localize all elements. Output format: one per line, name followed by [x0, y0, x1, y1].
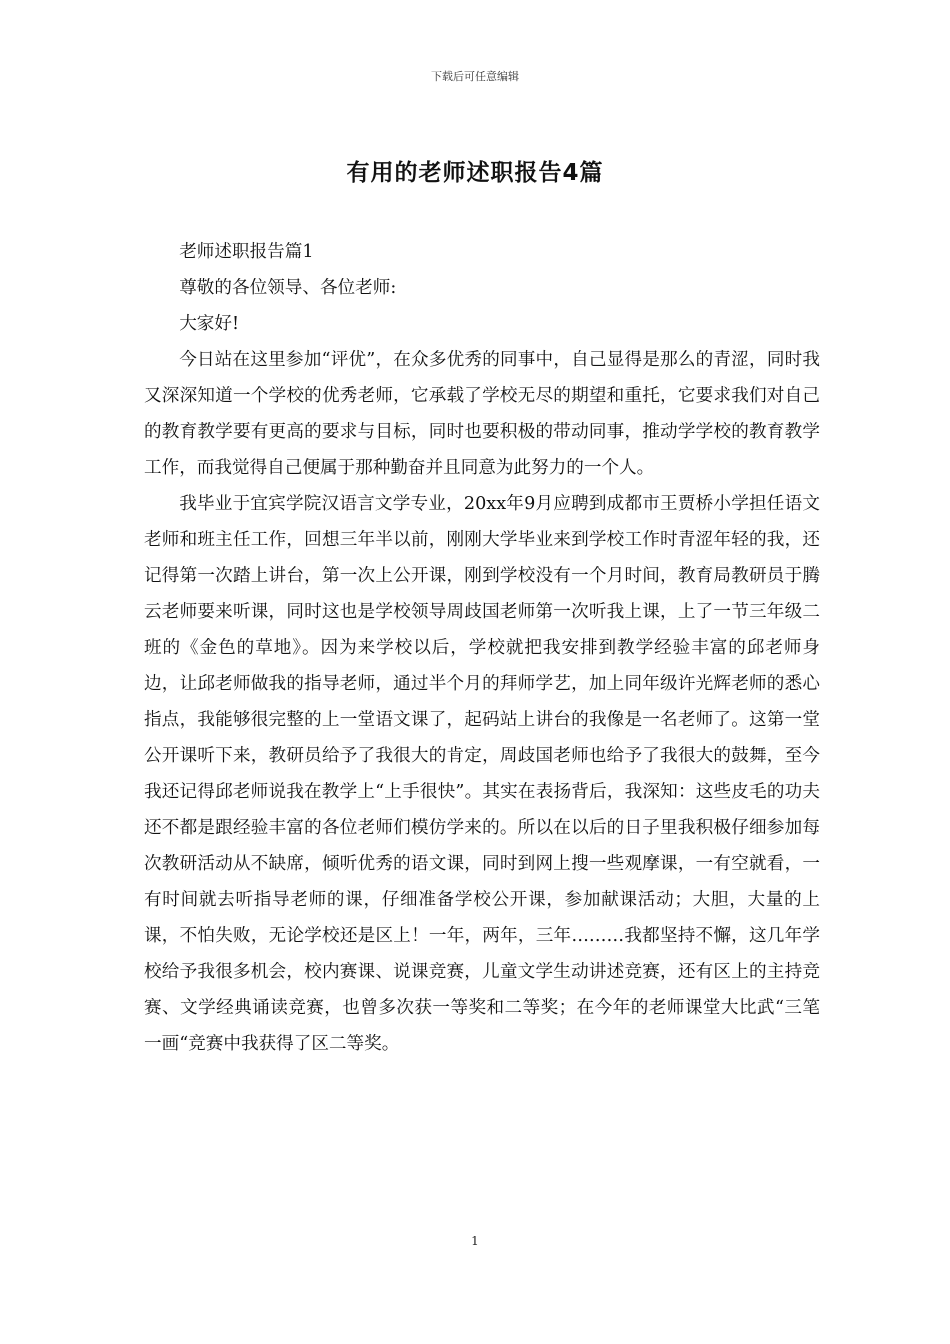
document-body — [144, 234, 820, 1062]
body-paragraph: 今日站在这里参加“评优”，在众多优秀的同事中，自己显得是那么的青涩，同时我又深深知道一个学校的优秀老师，它承载了学校无尽的期望和重托，它要求我们对自己的教育教学要有更高的要求与目标，同时也要积极的带动同事，推动学学校的教育教学工作，而我觉得自己便属于那种勤奋并且同意为此努力的一个人。 — [144, 350, 820, 478]
section-heading: 老师述职报告篇1 — [179, 242, 314, 262]
header-note: 下载后可任意编辑 — [431, 70, 519, 83]
body-paragraph: 我毕业于宜宾学院汉语言文学专业，20xx年9月应聘到成都市王贾桥小学担任语文老师和班主任工作，回想三年半以前，刚刚大学毕业来到学校工作时青涩年轻的我，还记得第一次踏上讲台，第一次上公开课，刚到学校没有一个月时间，教育局教研员于腾云老师要来听课，同时这也是学校领导周歧国老师第一次听我上课，上了一节三年级二班的《金色的草地》。因为来学校以后，学校就把我安排到教学经验丰富的邱老师身边，让邱老师做我的指导老师，通过半个月的拜师学艺，加上同年级许光辉老师的悉心指点，我能够很完整的上一堂语文课了，起码站上讲台的我像是一名老师了。这第一堂公开课听下来，教研员给予了我很大的肯定，周歧国老师也给予了我很大的鼓舞，至今我还记得邱老师说我在教学上“上手很快”。其实在表扬背后，我深知：这些皮毛的功夫还不都是跟经验丰富的各位老师们模仿学来的。所以在以后的日子里我积极仔细参加每次教研活动从不缺席，倾听优秀的语文课，同时到网上搜一些观摩课，一有空就看，一有时间就去听指导老师的课，仔细准备学校公开课，参加献课活动；大胆，大量的上课，不怕失败，无论学校还是区上！一年，两年，三年………我都坚持不懈，这几年学校给予我很多机会，校内赛课、说课竞赛，儿童文学生动讲述竞赛，还有区上的主持竞赛、文学经典诵读竞赛，也曾多次获一等奖和二等奖；在今年的老师课堂大比武“三笔一画“竞赛中我获得了区二等奖。 — [144, 494, 820, 1054]
page-number: 1 — [471, 1234, 479, 1248]
salutation: 尊敬的各位领导、各位老师: — [179, 278, 397, 298]
document-title: 有用的老师述职报告4篇 — [346, 160, 604, 186]
greeting: 大家好! — [179, 314, 240, 334]
